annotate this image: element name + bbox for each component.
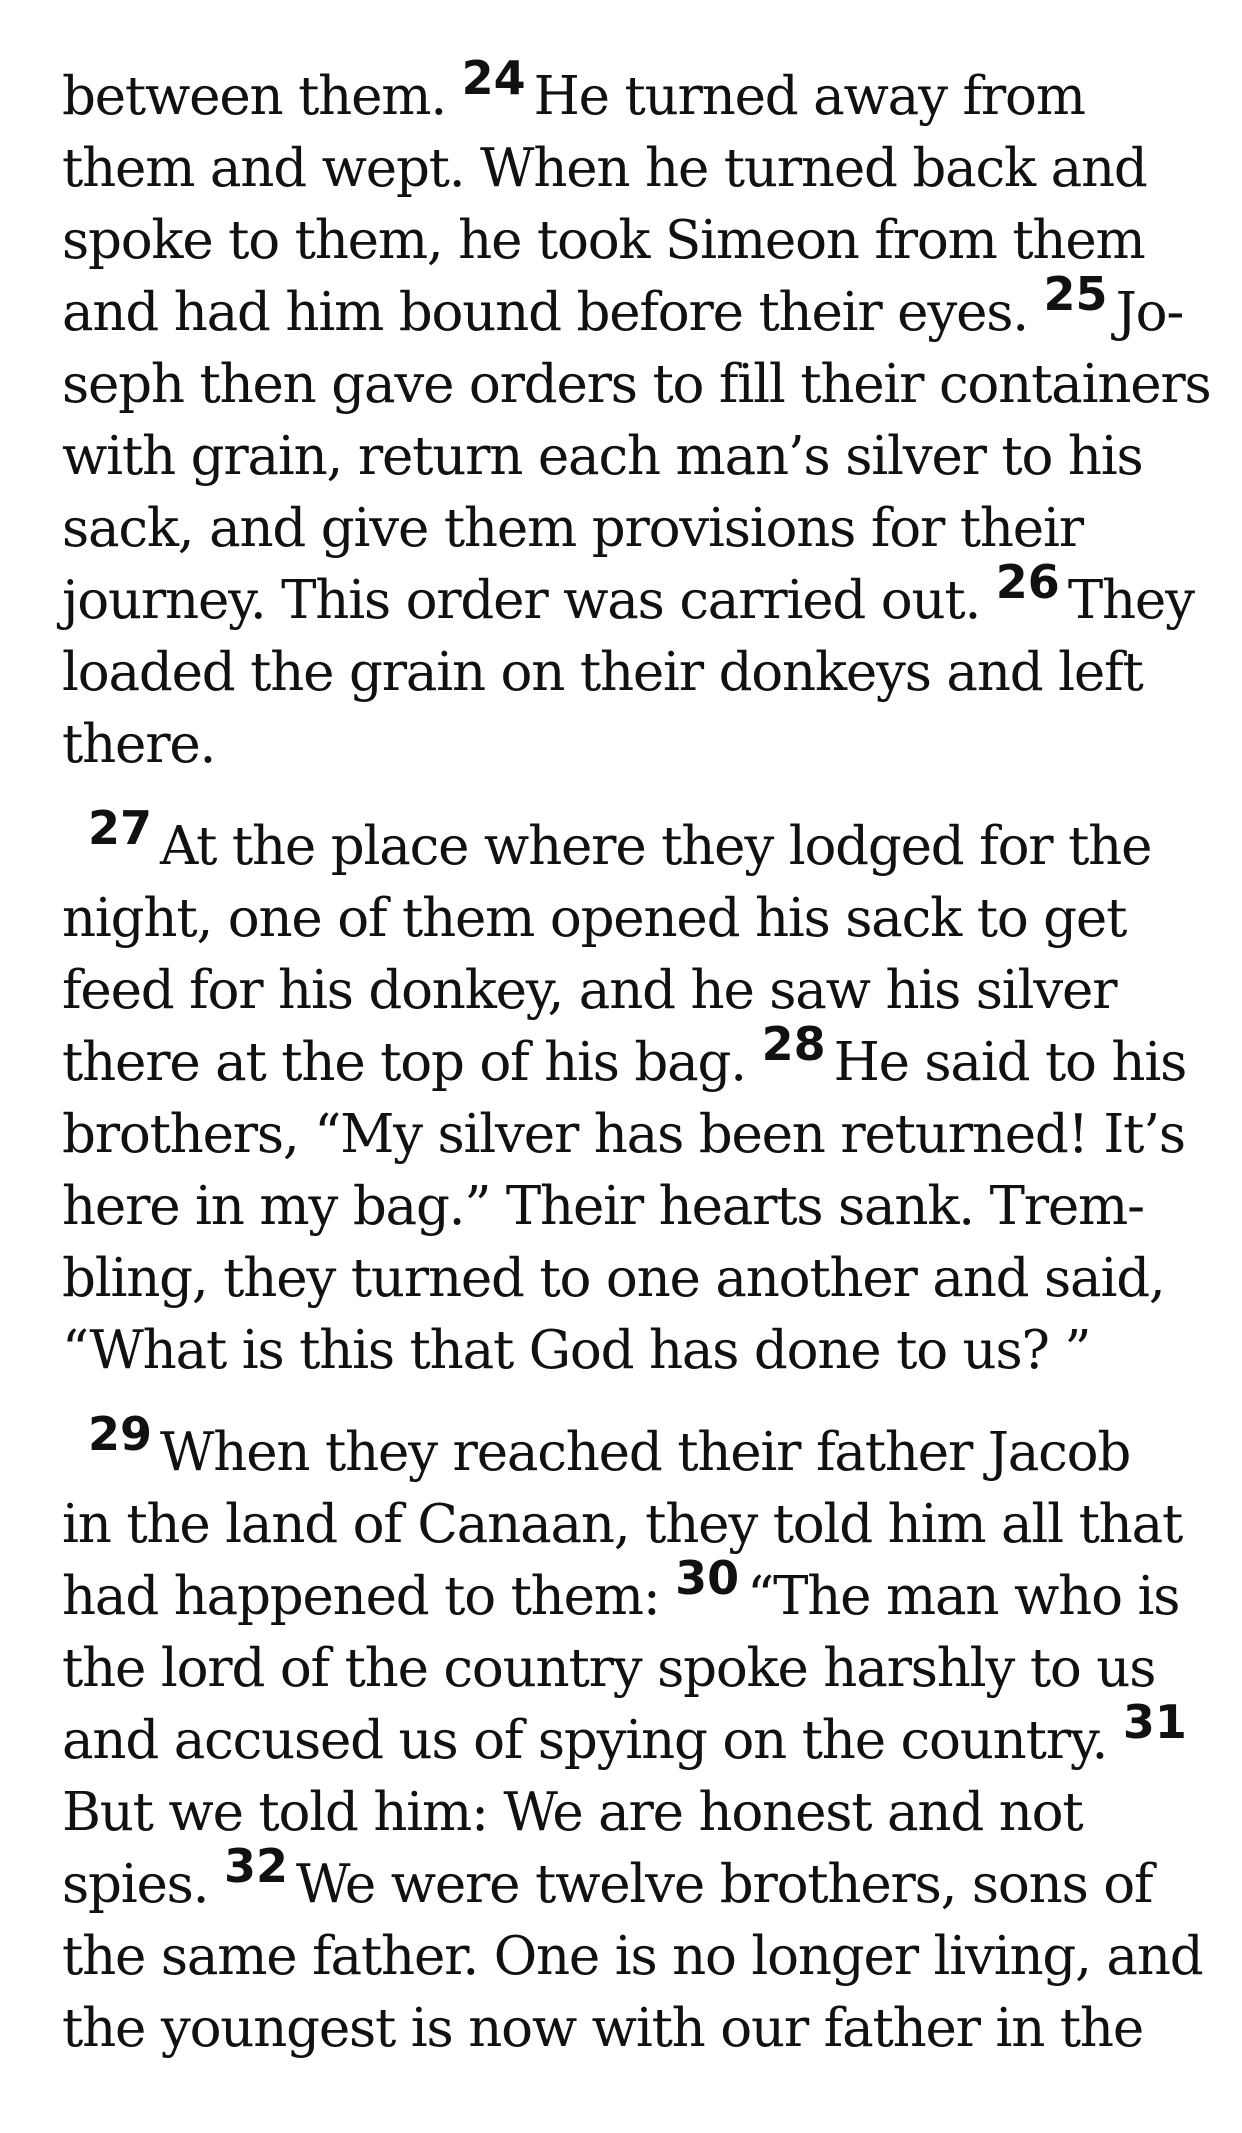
text-line bbox=[88, 1407, 1131, 1483]
verse-number[interactable]: 29 bbox=[88, 1407, 153, 1461]
text-span: He turned away from bbox=[533, 66, 1085, 127]
text-span: night, one of them opened his sack to get bbox=[62, 888, 1127, 949]
text-line bbox=[88, 801, 1152, 877]
text-line bbox=[62, 1176, 1144, 1237]
text-line bbox=[62, 51, 1085, 127]
text-span: feed for his donkey, and he saw his silver bbox=[62, 960, 1117, 1021]
text-line bbox=[62, 267, 1184, 343]
text-span: with grain, return each man’s silver to his bbox=[62, 426, 1143, 487]
verse-number[interactable]: 32 bbox=[223, 1839, 288, 1893]
verse-number[interactable]: 28 bbox=[761, 1017, 826, 1071]
text-span: Jo- bbox=[1115, 282, 1184, 343]
verse-number[interactable]: 26 bbox=[995, 555, 1060, 609]
text-span: At the place where they lodged for the bbox=[160, 816, 1152, 877]
text-span: sack, and give them provisions for their bbox=[62, 498, 1083, 559]
text-span: He said to his bbox=[833, 1032, 1187, 1093]
text-line bbox=[62, 1839, 1153, 1915]
text-line bbox=[62, 354, 1211, 415]
text-line bbox=[62, 1551, 1180, 1627]
text-span: between them. bbox=[62, 66, 462, 127]
text-span: and accused us of spying on the country. bbox=[62, 1710, 1123, 1771]
text-line bbox=[62, 1926, 1203, 1987]
text-line bbox=[62, 1017, 1187, 1093]
text-span: But we told him: We are honest and not bbox=[62, 1782, 1083, 1843]
text-line bbox=[62, 1104, 1185, 1165]
text-line bbox=[62, 714, 216, 775]
text-span: there at the top of his bag. bbox=[62, 1032, 762, 1093]
text-span: in the land of Canaan, they told him all that bbox=[62, 1494, 1183, 1555]
text-span: the same father. One is no longer living, and bbox=[62, 1926, 1203, 1987]
text-span: the lord of the country spoke harshly to us bbox=[62, 1638, 1156, 1699]
text-line bbox=[62, 642, 1143, 703]
text-line bbox=[62, 1782, 1083, 1843]
text-line bbox=[62, 1248, 1165, 1309]
text-span: “The man who is bbox=[747, 1566, 1180, 1627]
verse-number[interactable]: 31 bbox=[1122, 1695, 1187, 1749]
verse-number[interactable]: 30 bbox=[675, 1551, 740, 1605]
text-span: loaded the grain on their donkeys and left bbox=[62, 642, 1143, 703]
text-span: “What is this that God has done to us? ” bbox=[62, 1320, 1091, 1381]
verse-number[interactable]: 27 bbox=[88, 801, 153, 855]
text-line bbox=[62, 960, 1117, 1021]
text-span: brothers, “My silver has been returned! It’s bbox=[62, 1104, 1185, 1165]
text-span: bling, they turned to one another and said, bbox=[62, 1248, 1165, 1309]
text-line bbox=[62, 888, 1127, 949]
text-span: spies. bbox=[62, 1854, 224, 1915]
text-span: They bbox=[1067, 570, 1194, 631]
text-span: had happened to them: bbox=[62, 1566, 676, 1627]
text-span: the youngest is now with our father in the bbox=[62, 1998, 1143, 2059]
text-span: journey. This order was carried out. bbox=[62, 570, 996, 631]
text-line bbox=[62, 498, 1083, 559]
text-span: spoke to them, he took Simeon from them bbox=[62, 210, 1145, 271]
text-line bbox=[62, 1998, 1143, 2059]
text-line bbox=[62, 555, 1194, 631]
text-line bbox=[62, 426, 1143, 487]
text-span: We were twelve brothers, sons of bbox=[295, 1854, 1153, 1915]
text-span: here in my bag.” Their hearts sank. Trem- bbox=[62, 1176, 1144, 1237]
text-line bbox=[62, 1494, 1183, 1555]
text-span: them and wept. When he turned back and bbox=[62, 138, 1147, 199]
text-span: seph then gave orders to fill their containers bbox=[62, 354, 1211, 415]
verse-number[interactable]: 25 bbox=[1043, 267, 1108, 321]
text-span: there. bbox=[62, 714, 216, 775]
text-line bbox=[62, 210, 1145, 271]
text-line bbox=[62, 1695, 1195, 1771]
verse-number[interactable]: 24 bbox=[461, 51, 526, 105]
text-span: and had him bound before their eyes. bbox=[62, 282, 1044, 343]
text-line bbox=[62, 138, 1147, 199]
text-span: When they reached their father Jacob bbox=[160, 1422, 1131, 1483]
text-line bbox=[62, 1638, 1156, 1699]
text-line bbox=[62, 1320, 1091, 1381]
